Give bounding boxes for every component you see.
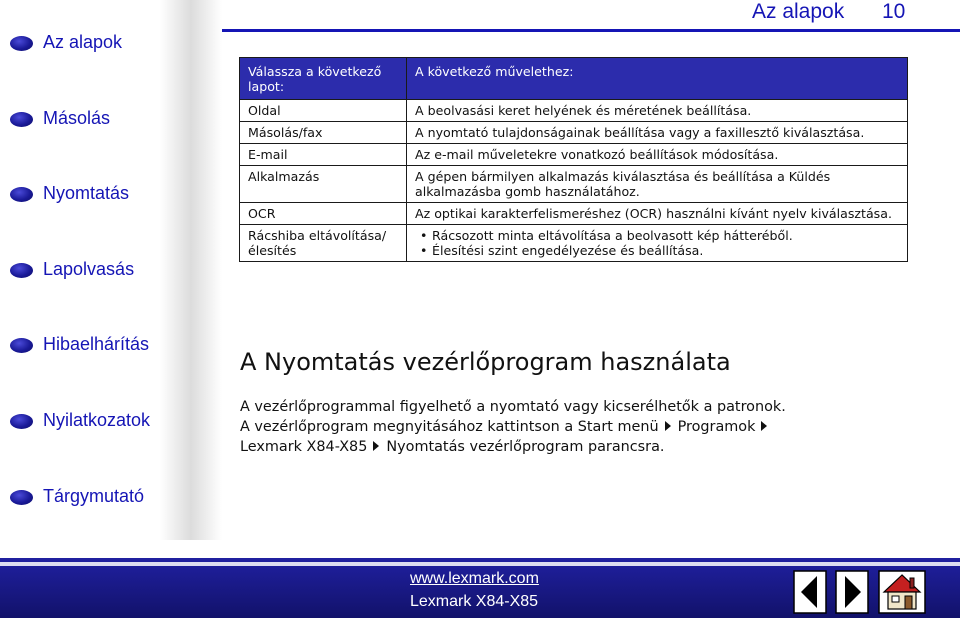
list-item: • Élesítési szint engedélyezése és beállítása. xyxy=(415,243,899,258)
sidebar-item-label: Hibaelhárítás xyxy=(43,334,150,354)
list-item: • Rácsozott minta eltávolítása a beolvasott kép hátteréből. xyxy=(415,228,899,243)
sidebar-item-label: Tárgymutató xyxy=(43,486,145,506)
table-row xyxy=(240,225,908,262)
bullet-icon xyxy=(10,187,33,202)
menu-step: Lexmark X84-X85 xyxy=(240,439,368,455)
footer-divider xyxy=(0,562,960,566)
sidebar-item-label: Nyomtatás xyxy=(43,183,130,203)
sidebar-item-hibaelharitas[interactable] xyxy=(10,334,220,360)
instructions-paragraph xyxy=(240,417,880,457)
page-number: 10 xyxy=(882,0,906,23)
tab-name-cell: E-mail xyxy=(240,144,407,166)
column-header-action: A következő művelethez: xyxy=(407,58,908,100)
description-cell: A nyomtató tulajdonságainak beállítása vagy a faxillesztő kiválasztása. xyxy=(407,122,908,144)
bullet-icon xyxy=(10,263,33,278)
sidebar xyxy=(0,0,222,540)
description-cell: Az optikai karakterfelismeréshez (OCR) használni kívánt nyelv kiválasztása. xyxy=(407,203,908,225)
options-table xyxy=(239,57,908,262)
home-icon[interactable] xyxy=(878,570,926,614)
table-row xyxy=(240,203,908,225)
bullet-icon xyxy=(10,414,33,429)
sidebar-item-label: Az alapok xyxy=(43,32,123,52)
table-row xyxy=(240,144,908,166)
menu-step: Programok xyxy=(677,419,756,435)
sidebar-item-label: Lapolvasás xyxy=(43,259,135,279)
tab-name-cell: Oldal xyxy=(240,100,407,122)
forward-arrow-icon[interactable] xyxy=(835,570,869,614)
section-heading: A Nyomtatás vezérlőprogram használata xyxy=(240,348,731,376)
tab-name-cell: Alkalmazás xyxy=(240,166,407,203)
tab-name-cell: Másolás/fax xyxy=(240,122,407,144)
instruction-text: A vezérlőprogram megnyitásához kattintson a Start menü xyxy=(240,419,659,435)
column-header-tab: Válassza a következő lapot: xyxy=(240,58,407,100)
sidebar-item-nyilatkozatok[interactable] xyxy=(10,410,220,436)
bullet-icon xyxy=(10,338,33,353)
sidebar-item-label: Másolás xyxy=(43,108,111,128)
description-cell: A gépen bármilyen alkalmazás kiválasztása és beállítása a Küldés alkalmazásba gomb használatához. xyxy=(407,166,908,203)
sidebar-item-nyomtatas[interactable] xyxy=(10,183,220,209)
footer-model-name: Lexmark X84-X85 xyxy=(410,593,539,610)
description-cell: Az e-mail műveletekre vonatkozó beállítások módosítása. xyxy=(407,144,908,166)
back-arrow-icon[interactable] xyxy=(793,570,827,614)
header-divider xyxy=(222,29,960,32)
website-link[interactable]: www.lexmark.com xyxy=(410,570,539,587)
bullet-icon xyxy=(10,36,33,51)
table-row xyxy=(240,166,908,203)
arrow-right-icon xyxy=(665,421,671,431)
sidebar-item-az-alapok[interactable] xyxy=(10,32,220,58)
bullet-icon xyxy=(10,490,33,505)
description-cell xyxy=(407,225,908,262)
arrow-right-icon xyxy=(373,441,379,451)
sidebar-item-lapolvasas[interactable] xyxy=(10,259,220,285)
menu-step: Nyomtatás vezérlőprogram parancsra. xyxy=(386,439,665,455)
bullet-icon xyxy=(10,112,33,127)
table-row xyxy=(240,122,908,144)
table-row xyxy=(240,100,908,122)
sidebar-item-label: Nyilatkozatok xyxy=(43,410,151,430)
body-paragraph: A vezérlőprogrammal figyelhető a nyomtató vagy kicserélhetők a patronok. xyxy=(240,399,786,415)
tab-name-cell: OCR xyxy=(240,203,407,225)
table-header-row xyxy=(240,58,908,100)
bullet-list xyxy=(415,228,899,258)
description-cell: A beolvasási keret helyének és méretének beállítása. xyxy=(407,100,908,122)
tab-name-cell: Rácshiba eltávolítása/ élesítés xyxy=(240,225,407,262)
sidebar-item-masolas[interactable] xyxy=(10,108,220,134)
arrow-right-icon xyxy=(761,421,767,431)
sidebar-item-targymutato[interactable] xyxy=(10,486,220,512)
page-title: Az alapok xyxy=(752,0,845,23)
